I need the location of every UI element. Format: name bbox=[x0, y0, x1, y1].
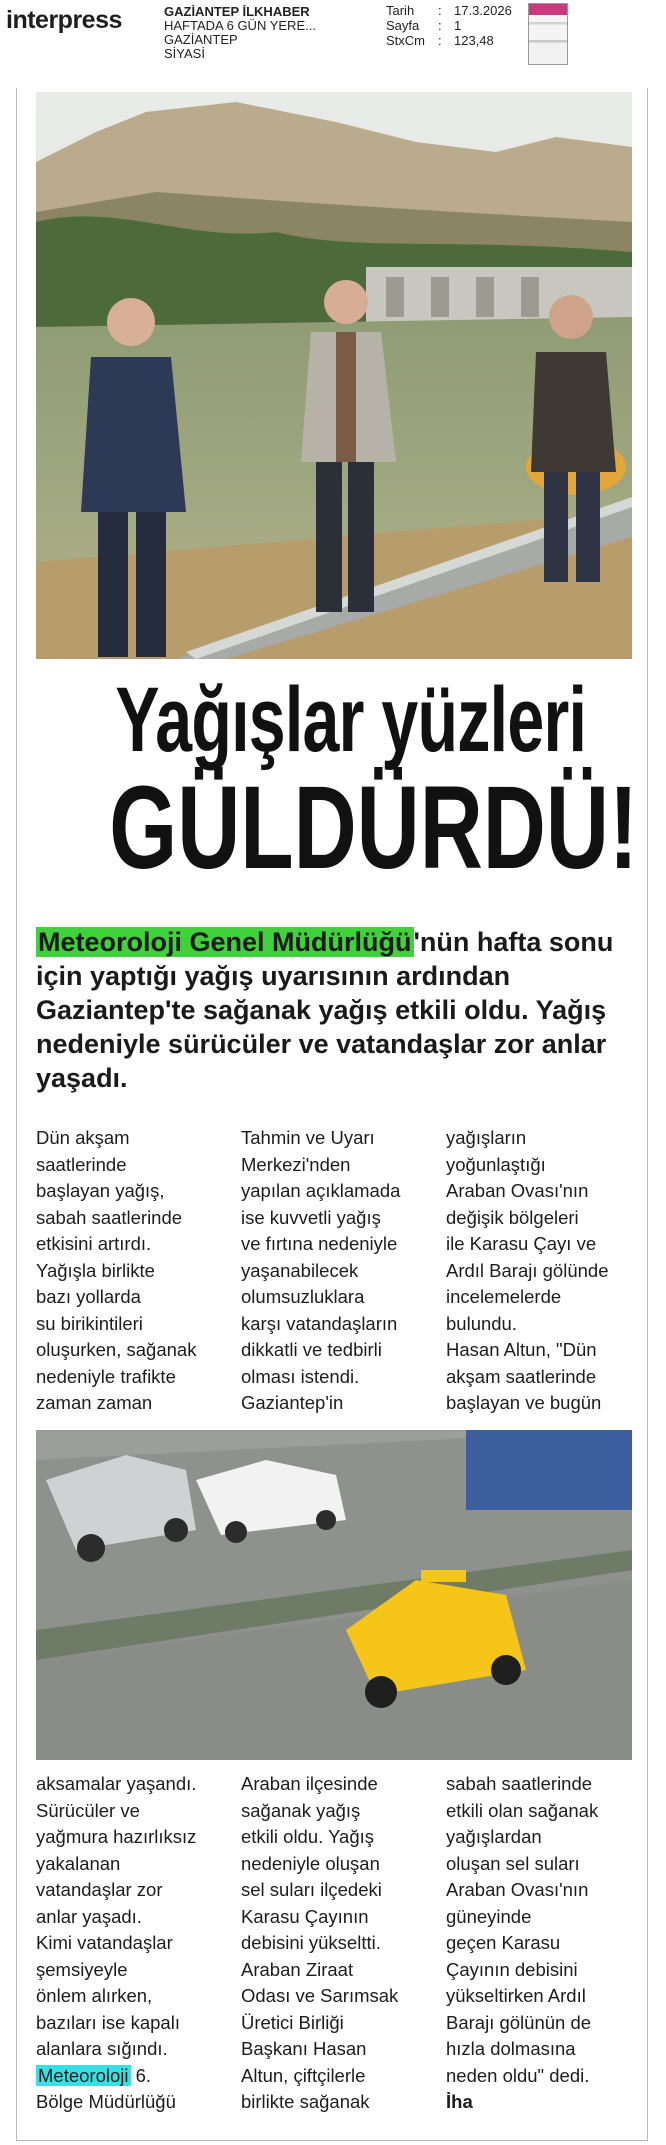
publication-section: SİYASİ bbox=[164, 46, 205, 61]
article-lead bbox=[36, 925, 632, 1095]
dam-photo-illustration bbox=[36, 92, 632, 659]
body-column-2-top: Tahmin ve Uyarı Merkezi'nden yapılan açıklamada ise kuvvetli yağış ve fırtına nedeniyle yaşanabilecek olumsuzluklara karşı vatandaşların dikkatli ve tedbirli olması istendi. Gaziantep'in bbox=[241, 1127, 401, 1413]
meta-row-date: Tarih : 17.3.2026 bbox=[386, 3, 512, 18]
headline-line-2: GÜLDÜRDÜ! bbox=[109, 762, 638, 894]
rain-traffic-illustration bbox=[36, 1430, 632, 1760]
meta-row-page: Sayfa : 1 bbox=[386, 18, 462, 33]
lead-highlight: Meteoroloji Genel Müdürlüğü bbox=[38, 927, 412, 957]
frame-left bbox=[16, 88, 17, 2140]
body-column-3-top: yağışların yoğunlaştığı Araban Ovası'nın değişik bölgeleri ile Karasu Çayı ve Ardıl Barajı gölünde incelemelerde bulundu. Hasan Altun, "Dün akşam saatlerinde başlayan ve bugün bbox=[446, 1127, 609, 1413]
publication-info bbox=[164, 5, 316, 61]
agency-credit: İha bbox=[446, 2091, 473, 2112]
article-headline bbox=[30, 669, 640, 894]
clipping-header bbox=[0, 0, 666, 80]
frame-bottom bbox=[16, 2140, 648, 2141]
body-column-1-top: Dün akşam saatlerinde başlayan yağış, sabah saatlerinde etkisini artırdı. Yağışla birlikte bazı yollarda su birikintileri oluşurken, sağanak nedeniyle trafikte zaman zaman bbox=[36, 1127, 197, 1413]
frame-right bbox=[647, 88, 648, 2140]
lead-text: 'nün hafta sonu için yaptığı yağış uyarısının ardından Gaziantep'te sağanak yağış etkili oldu. Yağış nedeniyle sürücüler ve vatandaşlar zor anlar yaşadı. bbox=[36, 927, 614, 1093]
clipping-meta bbox=[386, 3, 512, 48]
body-column-1-bottom: aksamalar yaşandı. Sürücüler ve yağmura hazırlıksız yakalanan vatandaşlar zor anlar yaşadı. Kimi vatandaşlar şemsiyeyle önlem alırken, bazıları ise kapalı alanlara sığındı. Meteoroloji 6. Bölge Müdürlüğü bbox=[36, 1773, 197, 2112]
publication-city: GAZİANTEP bbox=[164, 32, 238, 47]
headline-line-1: Yağışlar yüzleri bbox=[115, 669, 587, 771]
publication-frequency: HAFTADA 6 GÜN YERE... bbox=[164, 18, 316, 33]
interpress-logo: interpress bbox=[6, 6, 122, 34]
rain-traffic-photo bbox=[36, 1430, 632, 1760]
dam-photo bbox=[36, 92, 632, 659]
body-column-3-bottom: sabah saatlerinde etkili olan sağanak yağışlardan oluşan sel suları Araban Ovası'nın güneyinde geçen Karasu Çayının debisini yükseltirken Ardıl Barajı gölünün de hızla dolmasına neden oldu" dedi. İha bbox=[446, 1771, 636, 2116]
body-column-2-bottom: Araban ilçesinde sağanak yağış etkili oldu. Yağış nedeniyle oluşan sel suları ilçedeki Karasu Çayının debisini yükseltti. Araban Ziraat Odası ve Sarımsak Üretici Birliği Başkanı Hasan Altun, çiftçilerle birlikte sağanak bbox=[241, 1773, 399, 2112]
publication-name: GAZİANTEP İLKHABER bbox=[164, 4, 310, 19]
meta-row-size: StxCm : 123,48 bbox=[386, 33, 494, 48]
page-thumbnail[interactable] bbox=[528, 3, 568, 65]
meteoroloji-highlight: Meteoroloji bbox=[38, 2064, 129, 2086]
